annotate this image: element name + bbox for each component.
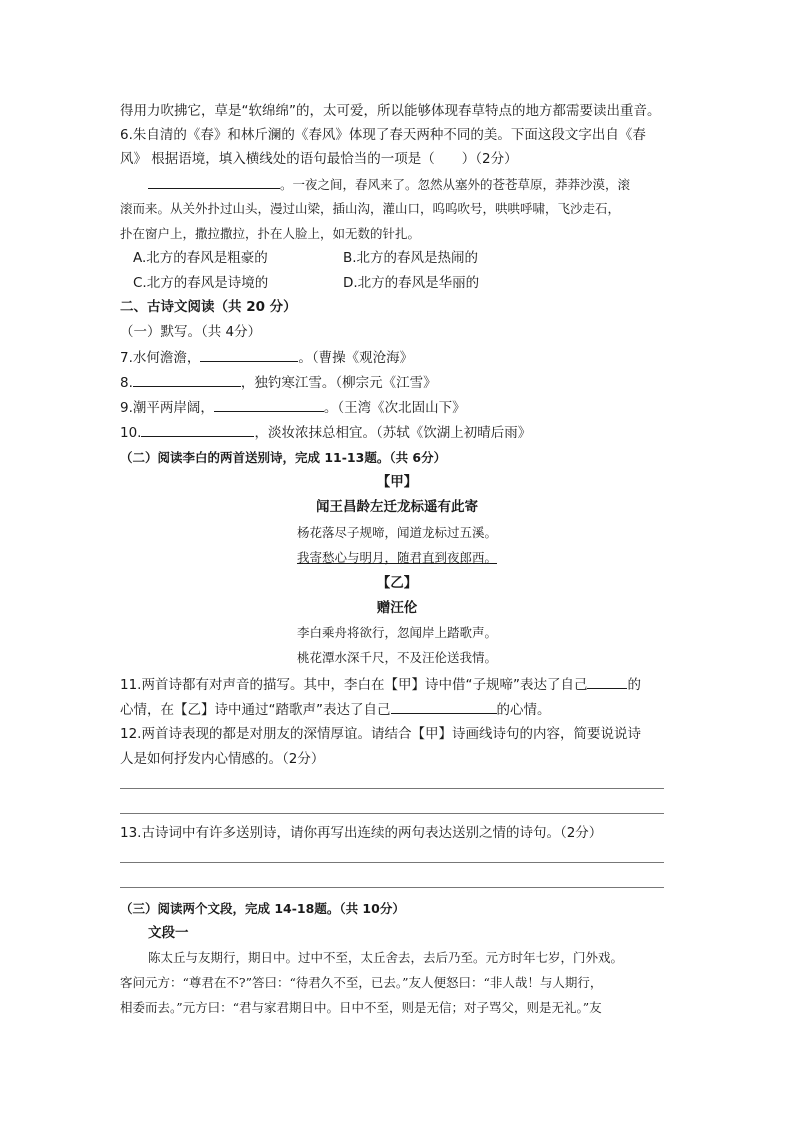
passage-line1: 陈太丘与友期行，期日中。过中不至，太丘舍去，去后乃至。元方时年七岁，门外戏。 bbox=[148, 950, 624, 965]
passage-line3: 相委而去。”元方曰：“君与家君期日中。日中不至，则是无信；对子骂父，则是无礼。”友 bbox=[120, 1000, 602, 1015]
q7-suffix: 。（曹操《观沧海》 bbox=[298, 350, 414, 366]
passage-label: 文段一 bbox=[148, 925, 189, 941]
q8-blank[interactable] bbox=[133, 372, 241, 387]
q13-line1: 13.古诗词中有许多送别诗，请你再写出连续的两句表达送别之情的诗句。（2分） bbox=[120, 825, 603, 841]
q8-suffix: ，独钓寒江雪。（柳宗元《江雪》 bbox=[240, 375, 437, 391]
q11-suffix: 的心情。 bbox=[496, 702, 551, 718]
q11-prefix: 心情，在【乙】诗中通过“踏歌声”表达了自己 bbox=[120, 702, 391, 718]
q6-passage-line1 bbox=[148, 174, 630, 195]
q11-blank-2[interactable] bbox=[391, 699, 497, 714]
poem-b-line1: 李白乘舟将欲行，忽闻岸上踏歌声。 bbox=[296, 625, 497, 640]
q6-stem-line1: 6.朱自清的《春》和林斤澜的《春风》体现了春天两种不同的美。下面这段文字出自《春 bbox=[120, 127, 646, 143]
answer-line[interactable] bbox=[120, 788, 664, 789]
fill-blank[interactable] bbox=[148, 174, 280, 189]
q11-blank-1[interactable] bbox=[587, 674, 627, 689]
q10-prefix: 10. bbox=[120, 425, 142, 441]
q11-suffix: 的 bbox=[627, 677, 641, 693]
q9-prefix: 9.潮平两岸阔， bbox=[120, 400, 214, 416]
q6-option-b: B.北方的春风是热闹的 bbox=[343, 250, 479, 266]
answer-line[interactable] bbox=[120, 813, 664, 814]
section-heading: 二、古诗文阅读（共 20 分） bbox=[120, 299, 297, 315]
subsection-heading: （二）阅读李白的两首送别诗，完成 11-13题。（共 6分） bbox=[120, 450, 447, 465]
q12-line1: 12.两首诗表现的都是对朋友的深情厚谊。请结合【甲】诗画线诗句的内容，简要说说诗 bbox=[120, 726, 641, 742]
poem-b-line2: 桃花潭水深千尺，不及汪伦送我情。 bbox=[296, 650, 497, 665]
q6-option-c: C.北方的春风是诗境的 bbox=[133, 275, 269, 291]
q6-passage-line3: 扑在窗户上，撒拉撒拉，扑在人脸上，如无数的针扎。 bbox=[120, 226, 421, 241]
q11-prefix: 11.两首诗都有对声音的描写。其中，李白在【甲】诗中借“子规啼”表达了自己 bbox=[120, 677, 588, 693]
q10-blank[interactable] bbox=[141, 422, 254, 437]
poem-b-title: 赠汪伦 bbox=[376, 600, 418, 616]
answer-line[interactable] bbox=[120, 862, 664, 863]
underlined-verse: 我寄愁心与明月，随君直到夜郎西。 bbox=[296, 550, 497, 565]
poem-a-line1: 杨花落尽子规啼，闻道龙标过五溪。 bbox=[296, 525, 497, 540]
q8-prefix: 8. bbox=[120, 375, 133, 391]
q6-passage-line2: 滚而来。从关外扑过山头，漫过山梁，插山沟，灌山口，呜呜吹号，哄哄呼啸，飞沙走石， bbox=[120, 201, 621, 216]
poem-a-line2 bbox=[0, 548, 794, 568]
q6-option-a: A.北方的春风是粗豪的 bbox=[133, 250, 268, 266]
poem-a-title: 闻王昌龄左迁龙标遥有此寄 bbox=[316, 499, 478, 515]
q6-passage-text: 。一夜之间，春风来了。忽然从塞外的苍苍草原，莽莽沙漠，滚 bbox=[280, 177, 631, 192]
passage-line2: 客问元方：“尊君在不?”答曰：“待君久不至，已去。”友人便怒曰：“非人哉！与人期行， bbox=[120, 975, 603, 990]
text-line: 得用力吹拂它，草是“软绵绵”的，太可爱，所以能够体现春草特点的地方都需要读出重音。 bbox=[120, 103, 661, 119]
q7-line bbox=[120, 347, 413, 368]
q9-blank[interactable] bbox=[214, 397, 324, 412]
q9-line bbox=[120, 397, 466, 418]
q10-line bbox=[120, 422, 531, 443]
q7-blank[interactable] bbox=[200, 347, 298, 362]
poem-a-label: 【甲】 bbox=[376, 474, 418, 490]
q6-stem-line2: 风》 根据语境，填入横线处的语句最恰当的一项是（ ）（2分） bbox=[120, 151, 518, 167]
subsection-heading: （三）阅读两个文段，完成 14-18题。（共 10分） bbox=[120, 901, 405, 916]
q12-line2: 人是如何抒发内心情感的。（2分） bbox=[120, 751, 325, 767]
answer-line[interactable] bbox=[120, 887, 664, 888]
q11-line2 bbox=[120, 699, 551, 720]
q10-suffix: ，淡妆浓抹总相宜。（苏轼《饮湖上初晴后雨》 bbox=[254, 425, 532, 441]
subsection-heading: （一）默写。（共 4分） bbox=[120, 324, 262, 340]
q9-suffix: 。（王湾《次北固山下》 bbox=[323, 400, 466, 416]
poem-b-label: 【乙】 bbox=[376, 575, 418, 591]
q11-line1 bbox=[120, 674, 641, 695]
q6-option-d: D.北方的春风是华丽的 bbox=[343, 275, 480, 291]
q7-prefix: 7.水何澹澹， bbox=[120, 350, 201, 366]
q8-line bbox=[120, 372, 437, 393]
